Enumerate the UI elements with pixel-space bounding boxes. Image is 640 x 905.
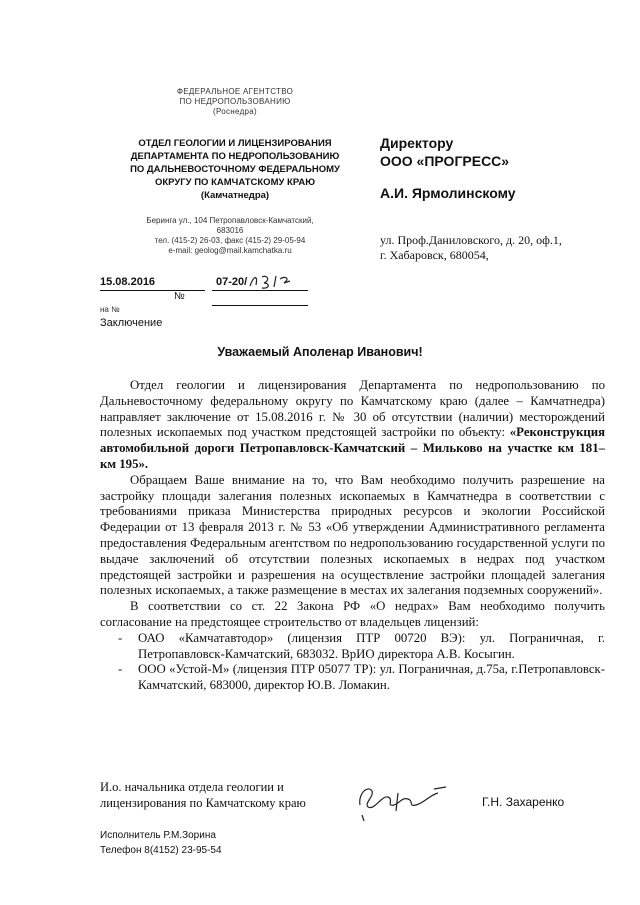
reference-label: на № — [100, 305, 120, 314]
dash-marker: - — [118, 630, 123, 645]
paragraph-1 — [100, 378, 605, 473]
address-line-2: 683016 — [216, 226, 244, 235]
paragraph-1-text: Отдел геологии и лицензирования Департамента по недропользованию по Дальневосточному федеральному округу по Камчатскому краю (далее – Камчатнедра) направляет заключение от 15.08.2016 г. № 30 об отсутствии (наличии) месторождений полезных ископаемых под участком предстоящей застройки по объекту: — [100, 378, 605, 440]
handwritten-number — [246, 271, 316, 291]
executor-name: Исполнитель Р.М.Зорина — [100, 830, 216, 841]
dept-short: (Камчатнедра) — [200, 190, 270, 201]
signatory-title-line-1: И.о. начальника отдела геологии и — [100, 780, 284, 794]
ministry-short: (Роснедра) — [212, 107, 258, 116]
dept-line-4: ОКРУГУ ПО КАМЧАТСКОМУ КРАЮ — [154, 177, 315, 188]
number-underline — [212, 290, 308, 291]
dept-line-1: ОТДЕЛ ГЕОЛОГИИ И ЛИЦЕНЗИРОВАНИЯ — [138, 138, 332, 149]
list-item — [100, 631, 605, 663]
license-holders-list — [100, 631, 605, 694]
list-item-text: ОАО «Камчатавтодор» (лицензия ПТР 00720 ВЭ): ул. Пограничная, г. Петропавловск-Камчатский, 683032. ВрИО директора А.В. Косыгин. — [138, 630, 605, 661]
recipient-company: ООО «ПРОГРЕСС» — [380, 153, 510, 169]
number-sign: № — [174, 291, 185, 302]
ministry-header — [120, 87, 350, 117]
address-email: e-mail: geolog@mail.kamchatka.ru — [168, 246, 292, 255]
dept-line-3: ПО ДАЛЬНЕВОСТОЧНОМУ ФЕДЕРАЛЬНОМУ — [130, 164, 340, 175]
paragraph-2: Обращаем Ваше внимание на то, что Вам необходимо получить разрешение на застройку площади залегания полезных ископаемых в Камчатнедра в соответствии с требованиями приказа Министерства природных ресурсов и экологии Российской Федерации от 13 февраля 2013 г. № 53 «Об утверждении Административного регламента предоставления Федеральным агентством по недропользованию государственной услуги по выдаче заключений об отсутствии полезных ископаемых в недрах под участком предстоящей застройки и разрешения на осуществление застройки площадей залегания полезных ископаемых, а также размещение в местах их залегания подземных сооружений». — [100, 472, 605, 598]
project-name: «Реконструкция автомобильной дороги Петропавловск-Камчатский – Мильково на участке км 181– км 195». — [100, 425, 605, 471]
recipient-address-line-2: г. Хабаровск, 680054, — [380, 248, 489, 262]
ministry-line-2: ПО НЕДРОПОЛЬЗОВАНИЮ — [179, 97, 291, 106]
signatory-title-line-2: лицензирования по Камчатскому краю — [100, 796, 306, 810]
recipient-name: А.И. Ярмолинскому — [380, 185, 516, 201]
address-line-3: тел. (415-2) 26-03, факс (415-2) 29-05-94 — [154, 236, 306, 245]
paragraph-3: В соответствии со ст. 22 Закона РФ «О недрах» Вам необходимо получить согласование на предстоящее строительство от владельцев лицензий: — [100, 599, 605, 629]
department-header — [100, 137, 370, 202]
date-underline — [100, 290, 205, 291]
list-item — [100, 662, 605, 694]
letter-subject: Заключение — [100, 317, 163, 329]
list-item-text: ООО «Устой-М» (лицензия ПТР 05077 ТР): ул. Пограничная, д.75а, г.Петропавловск-Камчатский, 683000, директор Ю.В. Ломакин. — [138, 662, 605, 693]
registration-date: 15.08.2016 — [100, 276, 156, 288]
greeting: Уважаемый Аполенар Иванович! — [217, 345, 423, 359]
recipient-address-line-1: ул. Проф.Даниловского, д. 20, оф.1, — [380, 233, 562, 247]
address-line-1: Беринга ул., 104 Петропавловск-Камчатский, — [146, 216, 314, 225]
registration-number: 07-20/ — [216, 276, 248, 288]
dash-marker: - — [118, 662, 123, 677]
signatory-name: Г.Н. Захаренко — [482, 795, 565, 809]
executor-phone: Телефон 8(4152) 23-95-54 — [100, 845, 222, 856]
recipient-title: Директору — [380, 135, 454, 151]
executor-info — [100, 828, 222, 858]
sender-address — [95, 216, 365, 256]
ref-underline — [212, 305, 308, 306]
letter-body — [100, 378, 605, 694]
dept-line-2: ДЕПАРТАМЕНТА ПО НЕДРОПОЛЬЗОВАНИЮ — [130, 151, 340, 162]
handwritten-signature — [338, 775, 468, 825]
signatory-title — [100, 779, 306, 811]
ministry-line-1: ФЕДЕРАЛЬНОЕ АГЕНТСТВО — [176, 87, 294, 96]
recipient-block — [380, 134, 509, 170]
recipient-address — [380, 233, 562, 263]
